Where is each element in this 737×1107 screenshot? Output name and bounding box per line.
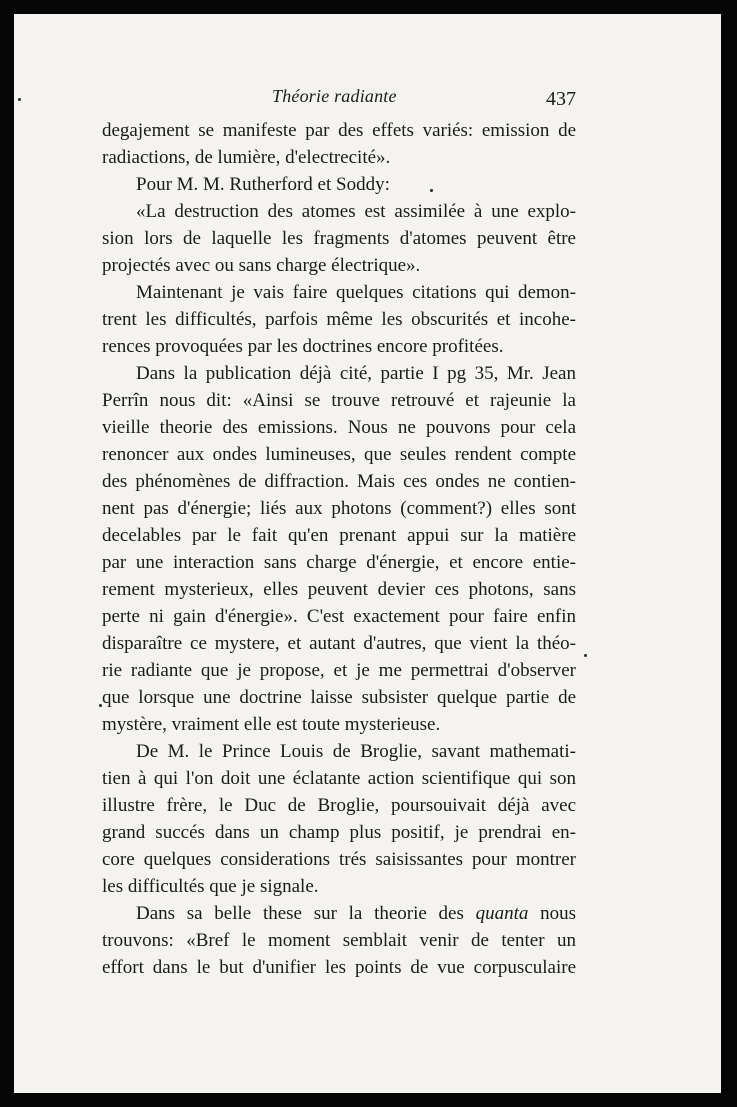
text-line: perte ni gain d'énergie». C'est exactement pour faire enfin [102,606,576,627]
text-line: «La destruction des atomes est assimilée à une explo- [136,201,576,222]
text-line: les difficultés que je signale. [102,876,319,897]
scan-speck [18,98,21,101]
text-line: effort dans le but d'unifier les points de vue corpusculaire [102,957,576,978]
text-line: illustre frère, le Duc de Broglie, poursouivait déjà avec [102,795,576,816]
text-segment: nous [528,903,576,924]
scan-speck [430,189,433,192]
text-line: tien à qui l'on doit une éclatante action scientifique qui son [102,768,576,789]
text-line: Maintenant je vais faire quelques citations qui demon- [136,282,576,303]
text-line: sion lors de laquelle les fragments d'atomes peuvent être [102,228,576,249]
scan-speck [99,704,102,707]
text-line: rement mysterieux, elles peuvent devier ces photons, sans [102,579,576,600]
text-line: projectés avec ou sans charge électrique». [102,255,421,276]
text-line: que lorsque une doctrine laisse subsister quelque partie de [102,687,576,708]
text-line: De M. le Prince Louis de Broglie, savant mathemati- [136,741,576,762]
text-line: trent les difficultés, parfois même les obscurités et incohe- [102,309,576,330]
text-line: par une interaction sans charge d'énergie, et encore entie- [102,552,576,573]
text-segment: Dans sa belle these sur la theorie des [136,903,476,924]
text-line: decelables par le fait qu'en prenant appui sur la matière [102,525,576,546]
text-line: rences provoquées par les doctrines encore profitées. [102,336,504,357]
text-line: Perrîn nous dit: «Ainsi se trouve retrouvé et rajeunie la [102,390,576,411]
page-header [14,86,721,116]
text-line: Dans la publication déjà cité, partie I pg 35, Mr. Jean [136,363,576,384]
text-line-with-emphasis [102,900,576,927]
text-line: trouvons: «Bref le moment semblait venir de tenter un [102,930,576,951]
text-line: rie radiante que je propose, et je me permettrai d'observer [102,660,576,681]
text-line: degajement se manifeste par des effets variés: emission de [102,120,576,141]
italic-term-quanta: quanta [475,903,529,924]
scan-speck [584,654,587,657]
text-line: Pour M. M. Rutherford et Soddy: [136,174,390,195]
text-line: disparaître ce mystere, et autant d'autres, que vient la théo- [102,633,576,654]
text-line: radiactions, de lumière, d'electrecité». [102,147,391,168]
text-line: nent pas d'énergie; liés aux photons (comment?) elles sont [102,498,576,519]
text-line: mystère, vraiment elle est toute mysterieuse. [102,714,441,735]
book-page [14,14,721,1093]
body-text [102,117,576,981]
text-line: core quelques considerations trés saisissantes pour montrer [102,849,576,870]
text-line: vieille theorie des emissions. Nous ne pouvons pour cela [102,417,576,438]
text-line: des phénomènes de diffraction. Mais ces ondes ne contien- [102,471,576,492]
running-title: Théorie radiante [272,86,397,106]
text-line: renoncer aux ondes lumineuses, que seules rendent compte [102,444,576,465]
text-line: grand succés dans un champ plus positif, je prendrai en- [102,822,576,843]
page-number: 437 [546,88,576,110]
